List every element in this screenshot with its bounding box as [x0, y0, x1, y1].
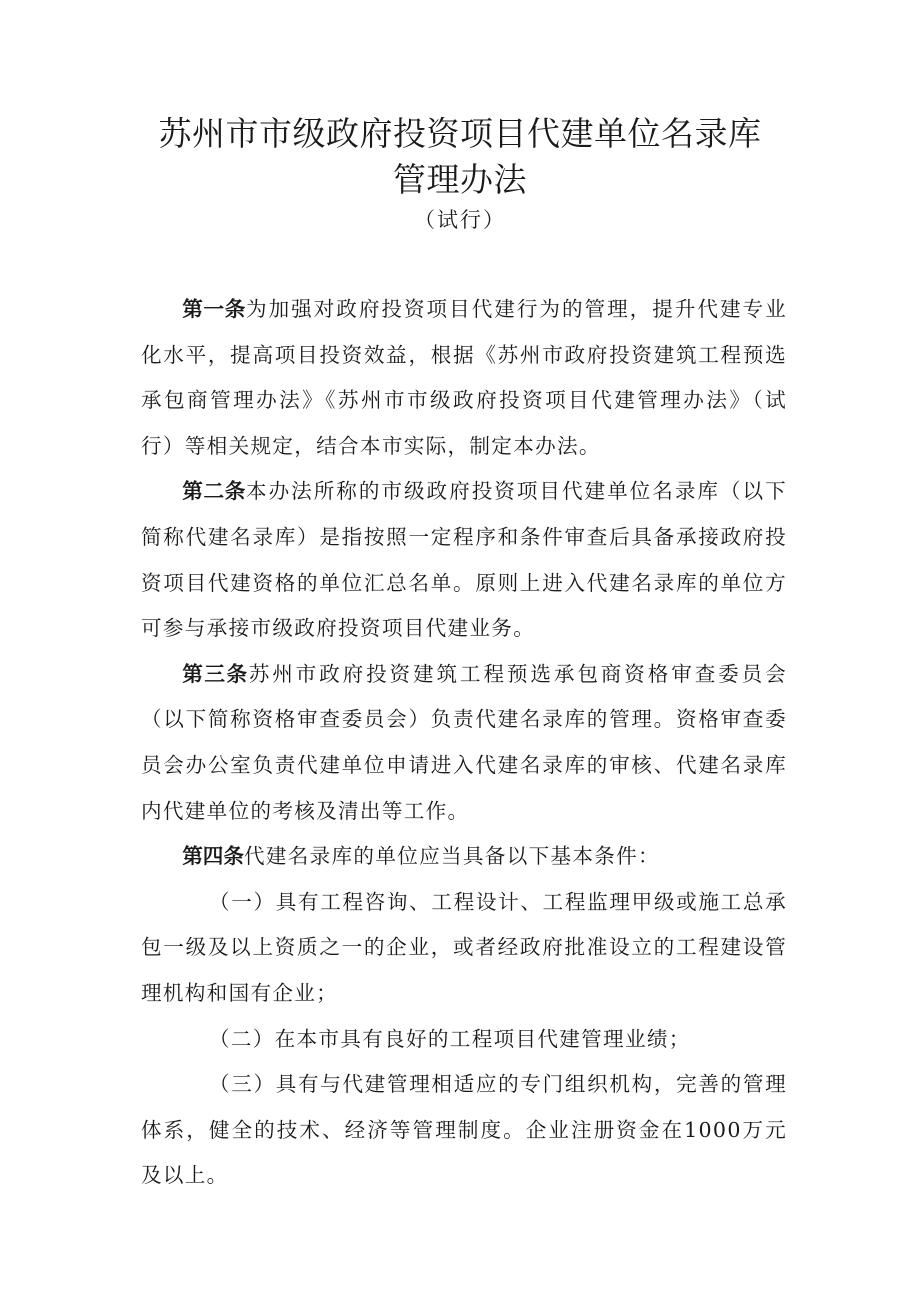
- article-4: [141, 834, 787, 880]
- condition-item: （一）具有工程咨询、工程设计、工程监理甲级或施工总承包一级及以上资质之一的企业，或者经政府批准设立的工程建设管理机构和国有企业；: [141, 889, 787, 1005]
- article-1-text: 为加强对政府投资项目代建行为的管理，提升代建专业化水平，提高项目投资效益，根据《苏州市政府投资建筑工程预选承包商管理办法》《苏州市市级政府投资项目代建管理办法》（试行）等相关规定，结合本市实际，制定本办法。: [141, 297, 787, 458]
- article-2-heading: 第二条: [182, 479, 246, 504]
- article-3-text: 苏州市政府投资建筑工程预选承包商资格审查委员会（以下简称资格审查委员会）负责代建名录库的管理。资格审查委员会办公室负责代建单位申请进入代建名录库的审核、代建名录库内代建单位的考核及清出等工作。: [141, 661, 788, 823]
- article-1: [141, 287, 787, 469]
- document-body: [141, 287, 787, 1199]
- document-subtitle: （试行）: [414, 208, 506, 232]
- document-title-line-1: 苏州市市级政府投资项目代建单位名录库: [158, 114, 762, 153]
- article-4-heading: 第四条: [182, 844, 244, 869]
- article-2-text: 本办法所称的市级政府投资项目代建单位名录库（以下简称代建名录库）是指按照一定程序和条件审查后具备承接政府投资项目代建资格的单位汇总名单。原则上进入代建名录库的单位方可参与承接市级政府投资项目代建业务。: [141, 479, 787, 641]
- condition-item: （三）具有与代建管理相适应的专门组织机构，完善的管理体系，健全的技术、经济等管理制度。企业注册资金在1000万元及以上。: [141, 1072, 787, 1188]
- document-title-line-2: 管理办法: [393, 160, 527, 199]
- article-1-heading: 第一条: [182, 297, 246, 321]
- article-4-text: 代建名录库的单位应当具备以下基本条件：: [243, 844, 660, 869]
- article-3-heading: 第三条: [182, 661, 249, 686]
- article-3: [141, 652, 787, 834]
- condition-item: （二）在本市具有良好的工程项目代建管理业绩；: [208, 1026, 691, 1051]
- article-2: [141, 469, 787, 651]
